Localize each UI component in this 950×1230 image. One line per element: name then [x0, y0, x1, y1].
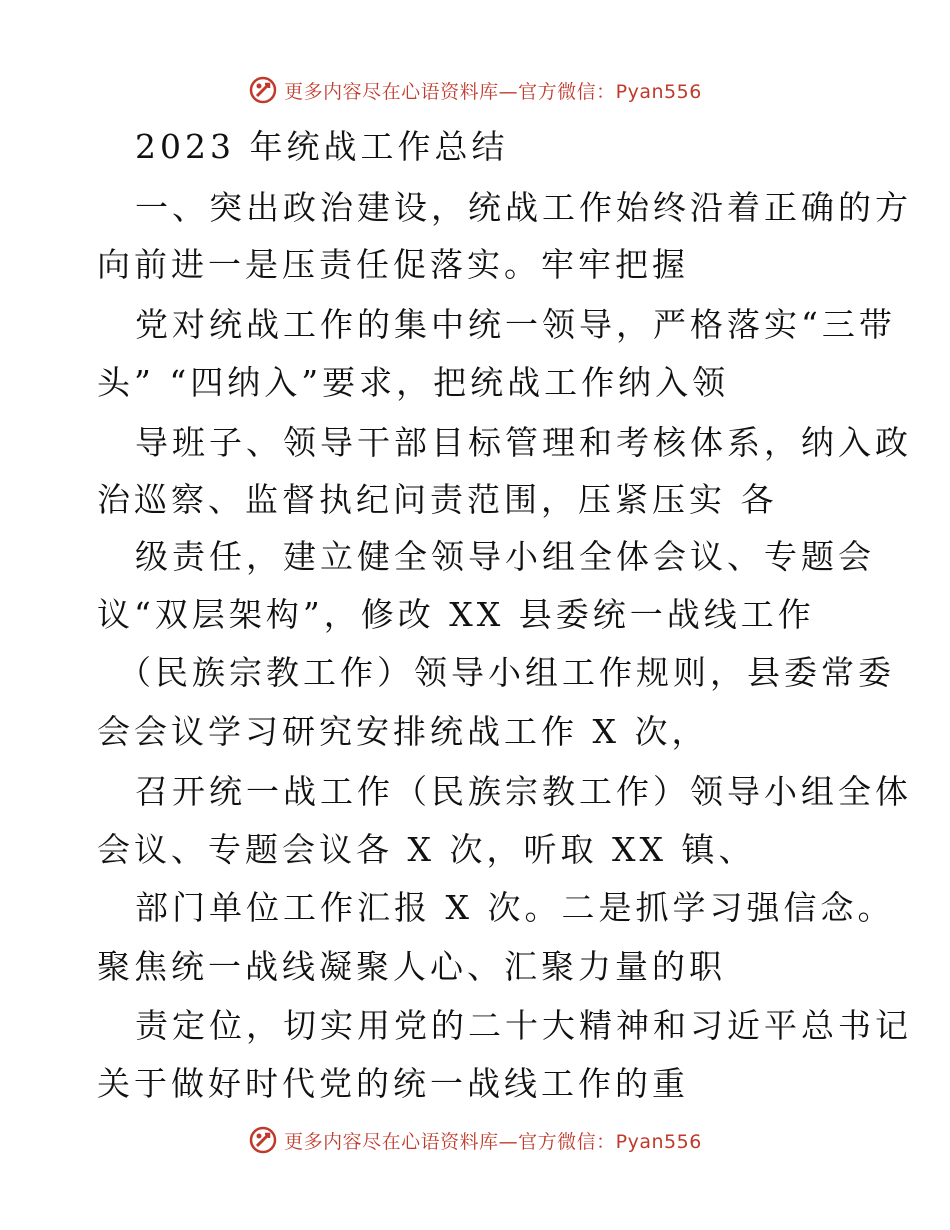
watermark-text: 更多内容尽在心语资料库—官方微信：Pyan556 [284, 80, 702, 103]
document-title: 2023 年统战工作总结 [135, 127, 509, 166]
text-line: 会会议学习研究安排统战工作 X 次， [97, 712, 709, 751]
watermark-banner-bottom [0, 1120, 950, 1160]
text-line: 一、突出政治建设，统战工作始终沿着正确的方 [135, 188, 912, 227]
text-line: 治巡察、监督执纪问责范围，压紧压实 各 [97, 480, 778, 519]
text-line: （民族宗教工作）领导小组工作规则，县委常委 [118, 653, 895, 692]
text-line: 聚焦统一战线凝聚人心、汇聚力量的职 [97, 947, 726, 986]
text-line: 党对统战工作的集中统一领导，严格落实“三带 [135, 305, 896, 344]
text-line: 会议、专题会议各 X 次，听取 XX 镇、 [97, 830, 756, 869]
text-line: 级责任，建立健全领导小组全体会议、专题会 [135, 537, 875, 576]
text-line: 向前进一是压责任促落实。牢牢把握 [97, 245, 689, 284]
text-line: 头” “四纳入”要求，把统战工作纳入领 [97, 363, 730, 402]
text-line: 部门单位工作汇报 X 次。二是抓学习强信念。 [135, 888, 895, 927]
text-line: 导班子、领导干部目标管理和考核体系，纳入政 [135, 423, 912, 462]
text-line: 召开统一战工作（民族宗教工作）领导小组全体 [135, 772, 912, 811]
watermark-text: 更多内容尽在心语资料库—官方微信：Pyan556 [284, 1130, 702, 1153]
watermark-banner-top [0, 70, 950, 110]
text-line: 责定位，切实用党的二十大精神和习近平总书记 [135, 1006, 912, 1045]
brand-logo-icon [248, 75, 278, 105]
brand-logo-icon [248, 1125, 278, 1155]
text-line: 议“双层架构”，修改 XX 县委统一战线工作 [97, 595, 815, 634]
text-line: 关于做好时代党的统一战线工作的重 [97, 1064, 689, 1103]
